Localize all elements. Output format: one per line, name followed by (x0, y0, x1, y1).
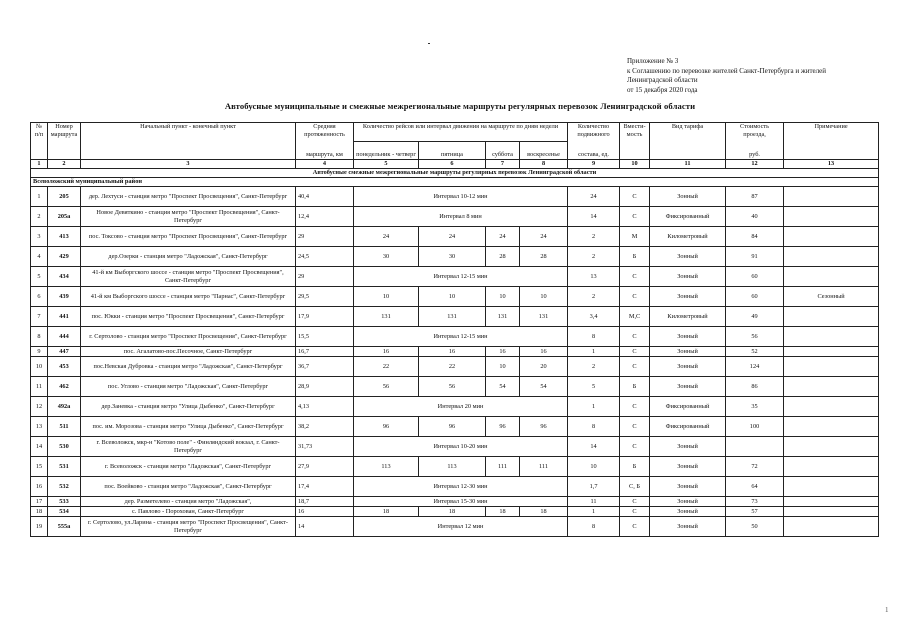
header-trips: Количество рейсов или интервал движения на маршруте по дням недели (354, 123, 568, 142)
capacity-class: С (620, 417, 650, 437)
route-number: 555а (48, 517, 81, 537)
route-note (784, 397, 879, 417)
fleet-count: 8 (568, 417, 620, 437)
table-row (31, 377, 879, 397)
fleet-count: 8 (568, 517, 620, 537)
route-length: 36,7 (296, 357, 354, 377)
tariff-type: Зонный (650, 507, 726, 517)
header-fleet: Количество подвижного (568, 123, 620, 142)
route-note (784, 477, 879, 497)
fleet-count: 1 (568, 347, 620, 357)
route-number: 444 (48, 327, 81, 347)
tariff-type: Фиксированный (650, 417, 726, 437)
route-note (784, 357, 879, 377)
trips-sun: 24 (520, 227, 568, 247)
route-number: 429 (48, 247, 81, 267)
route-note (784, 327, 879, 347)
trips-sat: 111 (486, 457, 520, 477)
fleet-count: 14 (568, 207, 620, 227)
fare-price: 64 (726, 477, 784, 497)
trips-sun: 111 (520, 457, 568, 477)
trips-fri: 56 (419, 377, 486, 397)
route-length: 16 (296, 507, 354, 517)
fleet-count: 2 (568, 227, 620, 247)
fare-price: 73 (726, 497, 784, 507)
fare-price: 49 (726, 307, 784, 327)
route-length: 18,7 (296, 497, 354, 507)
fare-price: 87 (726, 187, 784, 207)
trips-sun: 16 (520, 347, 568, 357)
trips-mon-thu: 10 (354, 287, 419, 307)
fare-price: 35 (726, 397, 784, 417)
route-number: 533 (48, 497, 81, 507)
route-endpoints: дер. Разметелево - станция метро "Ладожская", (81, 497, 296, 507)
trips-sun: 18 (520, 507, 568, 517)
route-length: 29 (296, 267, 354, 287)
route-endpoints: пос. Воейково - станция метро "Ладожская", Санкт-Петербург (81, 477, 296, 497)
trip-interval: Интервал 12-30 мин (354, 477, 568, 497)
fleet-count: 1 (568, 507, 620, 517)
route-length: 29 (296, 227, 354, 247)
trips-fri: 16 (419, 347, 486, 357)
trip-interval: Интервал 12 мин (354, 517, 568, 537)
route-endpoints: пос. Агалатово-пос.Песочное, Санкт-Петербург (81, 347, 296, 357)
fleet-count: 1,7 (568, 477, 620, 497)
trip-interval: Интервал 10-12 мин (354, 187, 568, 207)
route-number: 453 (48, 357, 81, 377)
table-row (31, 187, 879, 207)
fleet-count: 24 (568, 187, 620, 207)
route-number: 534 (48, 507, 81, 517)
tariff-type: Километровый (650, 227, 726, 247)
tariff-type: Зонный (650, 457, 726, 477)
route-length: 16,7 (296, 347, 354, 357)
route-endpoints: пос.Невская Дубровка - станция метро "Ладожская", Санкт-Петербург (81, 357, 296, 377)
capacity-class: С (620, 357, 650, 377)
fleet-count: 2 (568, 357, 620, 377)
table-row (31, 357, 879, 377)
table-row (31, 497, 879, 507)
route-note (784, 307, 879, 327)
route-endpoints: дер. Лехтуси - станция метро "Проспект Просвещения", Санкт-Петербург (81, 187, 296, 207)
table-row (31, 247, 879, 267)
tariff-type: Фиксированный (650, 397, 726, 417)
fare-price: 100 (726, 417, 784, 437)
header-sat: суббота (486, 141, 520, 160)
column-number: 12 (726, 160, 784, 169)
route-note: Сезонный (784, 287, 879, 307)
route-note (784, 517, 879, 537)
route-endpoints: г. Сертолово, ул.Ларина - станция метро "Проспект Просвещения", Санкт-Петербург (81, 517, 296, 537)
trips-mon-thu: 131 (354, 307, 419, 327)
header-tariff: Вид тарифа (650, 123, 726, 160)
fleet-count: 11 (568, 497, 620, 507)
route-number: 511 (48, 417, 81, 437)
fare-price: 57 (726, 507, 784, 517)
table-row (31, 307, 879, 327)
route-endpoints: пос. Юкки - станция метро "Проспект Просвещения", Санкт-Петербург (81, 307, 296, 327)
table-row (31, 287, 879, 307)
trips-fri: 30 (419, 247, 486, 267)
route-number: 492а (48, 397, 81, 417)
column-number: 13 (784, 160, 879, 169)
trips-mon-thu: 18 (354, 507, 419, 517)
route-endpoints: пос. Токсово - станция метро "Проспект Просвещения", Санкт-Петербург (81, 227, 296, 247)
trip-interval: Интервал 10-20 мин (354, 437, 568, 457)
capacity-class: Б (620, 377, 650, 397)
route-number: 530 (48, 437, 81, 457)
row-number: 8 (31, 327, 48, 347)
trips-sat: 96 (486, 417, 520, 437)
tariff-type: Зонный (650, 267, 726, 287)
route-number: 447 (48, 347, 81, 357)
header-price-unit: руб. (726, 141, 784, 160)
routes-table (30, 122, 879, 537)
column-number: 8 (520, 160, 568, 169)
tariff-type: Зонный (650, 287, 726, 307)
fare-price: 50 (726, 517, 784, 537)
row-number: 10 (31, 357, 48, 377)
header-fleet-unit: состава, ед. (568, 141, 620, 160)
column-number: 11 (650, 160, 726, 169)
tariff-type: Зонный (650, 517, 726, 537)
route-note (784, 347, 879, 357)
fare-price: 91 (726, 247, 784, 267)
capacity-class: С (620, 207, 650, 227)
trips-fri: 24 (419, 227, 486, 247)
fare-price: 124 (726, 357, 784, 377)
appendix-line: Ленинградской области (627, 76, 698, 84)
trips-sun: 20 (520, 357, 568, 377)
trips-sat: 10 (486, 357, 520, 377)
tariff-type: Зонный (650, 327, 726, 347)
route-length: 17,9 (296, 307, 354, 327)
trips-sun: 96 (520, 417, 568, 437)
routes-body (31, 187, 879, 537)
appendix-note (627, 57, 826, 95)
column-number: 7 (486, 160, 520, 169)
column-number: 1 (31, 160, 48, 169)
route-length: 14 (296, 517, 354, 537)
route-endpoints: с. Павлово - Порохован, Санкт-Петербург (81, 507, 296, 517)
trips-sat: 28 (486, 247, 520, 267)
trips-sun: 54 (520, 377, 568, 397)
appendix-line: от 15 декабря 2020 года (627, 85, 698, 94)
tariff-type: Зонный (650, 477, 726, 497)
table-row (31, 347, 879, 357)
header-length: Средняя протяженность (296, 123, 354, 142)
header-route: Номер маршрута (48, 123, 81, 160)
row-number: 18 (31, 507, 48, 517)
route-number: 439 (48, 287, 81, 307)
capacity-class: М (620, 227, 650, 247)
route-number: 205а (48, 207, 81, 227)
row-number: 11 (31, 377, 48, 397)
capacity-class: С (620, 517, 650, 537)
trips-sun: 131 (520, 307, 568, 327)
fleet-count: 1 (568, 397, 620, 417)
trips-fri: 131 (419, 307, 486, 327)
route-note (784, 377, 879, 397)
capacity-class: С (620, 437, 650, 457)
tariff-type: Зонный (650, 377, 726, 397)
route-number: 462 (48, 377, 81, 397)
table-row (31, 437, 879, 457)
table-row (31, 327, 879, 347)
capacity-class: С (620, 327, 650, 347)
capacity-class: С (620, 267, 650, 287)
row-number: 7 (31, 307, 48, 327)
route-number: 205 (48, 187, 81, 207)
table-row (31, 397, 879, 417)
row-number: 12 (31, 397, 48, 417)
capacity-class: С (620, 287, 650, 307)
capacity-class: С (620, 187, 650, 207)
trips-mon-thu: 30 (354, 247, 419, 267)
scan-speck (428, 43, 430, 44)
fare-price: 60 (726, 287, 784, 307)
page-number: 1 (885, 606, 889, 614)
capacity-class: С (620, 507, 650, 517)
table-row (31, 457, 879, 477)
row-number: 1 (31, 187, 48, 207)
route-length: 12,4 (296, 207, 354, 227)
district-row (31, 178, 879, 187)
route-endpoints: Новое Девяткино - станция метро "Проспект Просвещения", Санкт-Петербург (81, 207, 296, 227)
row-number: 13 (31, 417, 48, 437)
trips-mon-thu: 113 (354, 457, 419, 477)
trips-sun: 10 (520, 287, 568, 307)
capacity-class: С (620, 347, 650, 357)
fleet-count: 13 (568, 267, 620, 287)
route-endpoints: г. Всеволожск, мкр-н "Котово поле" - Финляндский вокзал, г. Санкт-Петербург (81, 437, 296, 457)
district-title: Всеволожский муниципальный район (31, 178, 879, 187)
route-length: 15,5 (296, 327, 354, 347)
tariff-type: Зонный (650, 437, 726, 457)
header-points: Начальный пункт - конечный пункт (81, 123, 296, 160)
route-note (784, 187, 879, 207)
route-endpoints: пос. им. Морозова - станция метро "Улица Дыбенко", Санкт-Петербург (81, 417, 296, 437)
trips-sat: 16 (486, 347, 520, 357)
row-number: 2 (31, 207, 48, 227)
route-note (784, 457, 879, 477)
route-note (784, 227, 879, 247)
fleet-count: 8 (568, 327, 620, 347)
tariff-type: Зонный (650, 247, 726, 267)
header-length-unit: маршрута, км (296, 141, 354, 160)
route-note (784, 247, 879, 267)
trips-sun: 28 (520, 247, 568, 267)
route-length: 31,73 (296, 437, 354, 457)
header-row (31, 123, 879, 142)
fare-price: 52 (726, 347, 784, 357)
tariff-type: Зонный (650, 497, 726, 507)
fare-price: 40 (726, 207, 784, 227)
route-endpoints: дер.Озерки - станция метро "Ладожская", Санкт-Петербург (81, 247, 296, 267)
column-number: 9 (568, 160, 620, 169)
route-number: 441 (48, 307, 81, 327)
trips-sat: 54 (486, 377, 520, 397)
table-row (31, 517, 879, 537)
route-length: 24,5 (296, 247, 354, 267)
header-fri: пятница (419, 141, 486, 160)
capacity-class: С (620, 397, 650, 417)
column-number: 5 (354, 160, 419, 169)
column-number: 10 (620, 160, 650, 169)
row-number: 3 (31, 227, 48, 247)
capacity-class: Б (620, 247, 650, 267)
appendix-line: Приложение № 3 (627, 57, 679, 65)
column-number: 2 (48, 160, 81, 169)
header-mon-thu: понедельник - четверг (354, 141, 419, 160)
route-length: 27,9 (296, 457, 354, 477)
header-price: Стоимость проезда, (726, 123, 784, 142)
route-note (784, 207, 879, 227)
fare-price: 84 (726, 227, 784, 247)
trips-fri: 22 (419, 357, 486, 377)
trips-mon-thu: 16 (354, 347, 419, 357)
route-endpoints: 41-й км Выборгского шоссе - станция метро "Парнас", Санкт-Петербург (81, 287, 296, 307)
route-number: 413 (48, 227, 81, 247)
route-endpoints: г. Сертолово - станция метро "Проспект Просвещения", Санкт-Петербург (81, 327, 296, 347)
header-capacity: Вмести-мость (620, 123, 650, 160)
row-number: 14 (31, 437, 48, 457)
row-number: 6 (31, 287, 48, 307)
table-row (31, 417, 879, 437)
tariff-type: Зонный (650, 347, 726, 357)
fare-price: 60 (726, 267, 784, 287)
document-title: Автобусные муниципальные и смежные межрегиональные маршруты регулярных перевозок Ленинградской области (224, 101, 696, 111)
fleet-count: 3,4 (568, 307, 620, 327)
trip-interval: Интервал 20 мин (354, 397, 568, 417)
capacity-class: С (620, 497, 650, 507)
fare-price (726, 437, 784, 457)
row-number: 4 (31, 247, 48, 267)
header-sun: воскресенье (520, 141, 568, 160)
row-number: 16 (31, 477, 48, 497)
column-number: 4 (296, 160, 354, 169)
fleet-count: 10 (568, 457, 620, 477)
table-row (31, 267, 879, 287)
route-endpoints: 41-й км Выборгского шоссе - станция метро "Проспект Просвещения", Санкт-Петербург (81, 267, 296, 287)
fare-price: 72 (726, 457, 784, 477)
column-number-row (31, 160, 879, 169)
trips-fri: 113 (419, 457, 486, 477)
table-row (31, 507, 879, 517)
fare-price: 56 (726, 327, 784, 347)
tariff-type: Зонный (650, 187, 726, 207)
section-title: Автобусные смежные межрегиональные маршруты регулярных перевозок Ленинградской области (31, 169, 879, 178)
fleet-count: 2 (568, 287, 620, 307)
table-row (31, 227, 879, 247)
route-endpoints: пос. Углово - станция метро "Ладожская", Санкт-Петербург (81, 377, 296, 397)
tariff-type: Фиксированный (650, 207, 726, 227)
route-number: 531 (48, 457, 81, 477)
trips-mon-thu: 96 (354, 417, 419, 437)
route-length: 28,9 (296, 377, 354, 397)
trip-interval: Интервал 8 мин (354, 207, 568, 227)
route-note (784, 507, 879, 517)
row-number: 5 (31, 267, 48, 287)
row-number: 15 (31, 457, 48, 477)
capacity-class: М,С (620, 307, 650, 327)
row-number: 9 (31, 347, 48, 357)
trips-sat: 131 (486, 307, 520, 327)
row-number: 17 (31, 497, 48, 507)
route-note (784, 267, 879, 287)
trips-fri: 18 (419, 507, 486, 517)
row-number: 19 (31, 517, 48, 537)
route-endpoints: г. Всеволожск - станция метро "Ладожская", Санкт-Петербург (81, 457, 296, 477)
fleet-count: 5 (568, 377, 620, 397)
route-length: 40,4 (296, 187, 354, 207)
route-number: 434 (48, 267, 81, 287)
trip-interval: Интервал 12-15 мин (354, 267, 568, 287)
trips-sat: 10 (486, 287, 520, 307)
route-note (784, 437, 879, 457)
tariff-type: Зонный (650, 357, 726, 377)
column-number: 3 (81, 160, 296, 169)
route-note (784, 497, 879, 507)
trip-interval: Интервал 12-15 мин (354, 327, 568, 347)
route-length: 29,5 (296, 287, 354, 307)
trips-fri: 10 (419, 287, 486, 307)
capacity-class: Б (620, 457, 650, 477)
trips-mon-thu: 22 (354, 357, 419, 377)
header-no: № п/п (31, 123, 48, 160)
trips-mon-thu: 24 (354, 227, 419, 247)
capacity-class: С, Б (620, 477, 650, 497)
fleet-count: 2 (568, 247, 620, 267)
route-length: 4,13 (296, 397, 354, 417)
header-note: Примечание (784, 123, 879, 160)
trips-fri: 96 (419, 417, 486, 437)
trips-mon-thu: 56 (354, 377, 419, 397)
trip-interval: Интервал 15-30 мин (354, 497, 568, 507)
section-row (31, 169, 879, 178)
trips-sat: 24 (486, 227, 520, 247)
fare-price: 86 (726, 377, 784, 397)
fleet-count: 14 (568, 437, 620, 457)
column-number: 6 (419, 160, 486, 169)
table-row (31, 477, 879, 497)
route-length: 17,4 (296, 477, 354, 497)
route-endpoints: дер.Заневка - станция метро "Улица Дыбенко", Санкт-Петербург (81, 397, 296, 417)
route-note (784, 417, 879, 437)
appendix-line: к Соглашению по перевозке жителей Санкт-Петербурга и жителей (627, 66, 826, 75)
route-number: 532 (48, 477, 81, 497)
table-row (31, 207, 879, 227)
route-length: 38,2 (296, 417, 354, 437)
trips-sat: 18 (486, 507, 520, 517)
tariff-type: Километровый (650, 307, 726, 327)
